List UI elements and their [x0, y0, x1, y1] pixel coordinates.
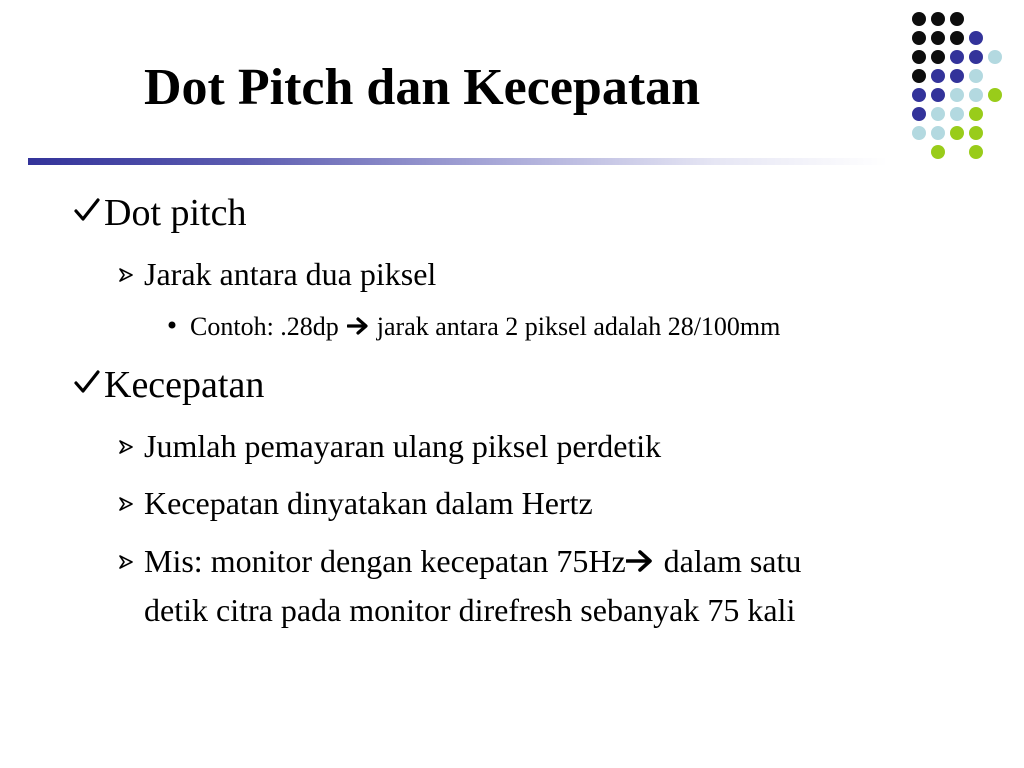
- bullet-text: Kecepatan: [104, 364, 265, 406]
- right-arrow-icon: [626, 550, 654, 572]
- dot: [950, 12, 964, 26]
- subbullet-text-before: Mis: monitor dengan kecepatan 75Hz: [144, 543, 626, 579]
- dot: [969, 107, 983, 121]
- dot: [931, 69, 945, 83]
- subbullet-misal-continuation: [144, 594, 795, 626]
- example-text-before: Contoh: .28dp: [190, 312, 339, 341]
- title-divider: [28, 158, 888, 165]
- subbullet-jarak: [118, 258, 436, 290]
- dot: [931, 31, 945, 45]
- dot: [912, 31, 926, 45]
- dot: [950, 107, 964, 121]
- subbullet-text-after: dalam satu: [663, 543, 802, 579]
- checkmark-icon: [74, 197, 100, 223]
- subbullet-misal: [118, 545, 801, 577]
- dot: [912, 107, 926, 121]
- slide-title: Dot Pitch dan Kecepatan: [144, 59, 701, 116]
- subbullet-continuation-text: detik citra pada monitor direfresh sebanyak 75 kali: [144, 592, 796, 628]
- arrowhead-icon: [118, 554, 134, 570]
- dot: [969, 69, 983, 83]
- dot: [950, 126, 964, 140]
- subbullet-text: Kecepatan dinyatakan dalam Hertz: [144, 485, 593, 521]
- dot: [950, 88, 964, 102]
- example-bullet: [168, 314, 780, 340]
- arrowhead-icon: [118, 267, 134, 283]
- bullet-icon: [168, 321, 176, 329]
- dot: [950, 50, 964, 64]
- subbullet-jumlah: [118, 430, 661, 462]
- arrowhead-icon: [118, 439, 134, 455]
- right-arrow-icon: [347, 317, 369, 335]
- dot: [912, 88, 926, 102]
- subbullet-text: Jarak antara dua piksel: [144, 256, 437, 292]
- dot: [950, 69, 964, 83]
- dot: [931, 107, 945, 121]
- dot: [912, 50, 926, 64]
- dot: [969, 88, 983, 102]
- dot: [912, 126, 926, 140]
- dot: [950, 31, 964, 45]
- dot: [969, 31, 983, 45]
- dot: [931, 126, 945, 140]
- dot: [969, 50, 983, 64]
- bullet-text: Dot pitch: [104, 192, 247, 234]
- dot: [988, 88, 1002, 102]
- dot: [931, 145, 945, 159]
- example-text-after: jarak antara 2 piksel adalah 28/100mm: [376, 312, 781, 341]
- arrowhead-icon: [118, 496, 134, 512]
- dot: [912, 12, 926, 26]
- checkmark-icon: [74, 369, 100, 395]
- dot: [931, 12, 945, 26]
- dot: [912, 69, 926, 83]
- bullet-kecepatan: [74, 366, 264, 404]
- dot: [969, 126, 983, 140]
- bullet-dot-pitch: [74, 194, 246, 232]
- dot: [969, 145, 983, 159]
- dot: [931, 88, 945, 102]
- subbullet-text: Jumlah pemayaran ulang piksel perdetik: [144, 428, 662, 464]
- dot: [931, 50, 945, 64]
- subbullet-hertz: [118, 487, 593, 519]
- dot: [988, 50, 1002, 64]
